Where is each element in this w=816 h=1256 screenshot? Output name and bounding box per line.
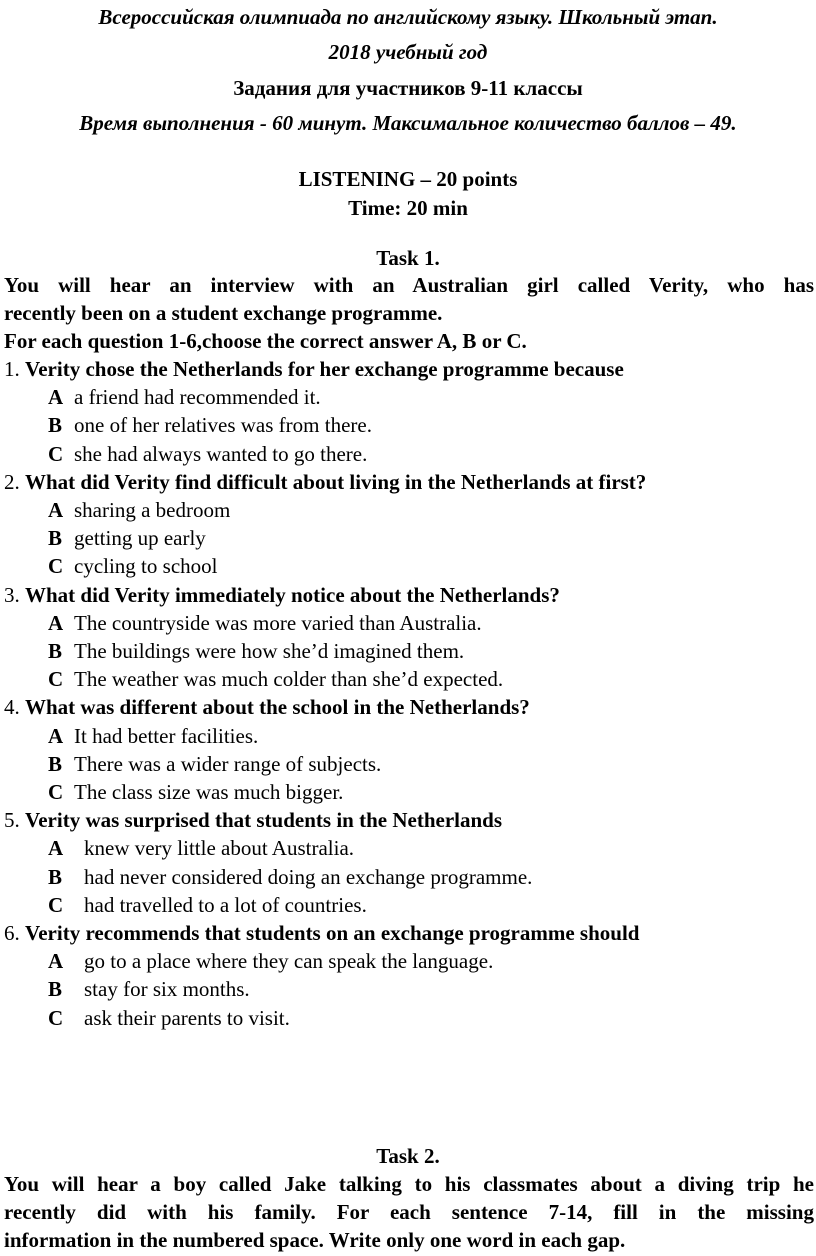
question-6 <box>4 920 639 946</box>
answer-option <box>48 384 321 410</box>
option-letter: A <box>48 949 64 974</box>
option-letter: A <box>48 385 64 410</box>
olympiad-title: Всероссийская олимпиада по английскому языку. Школьный этап. <box>98 5 718 29</box>
question-text: Verity recommends that students on an exchange programme should <box>25 921 640 945</box>
task1-title: Task 1. <box>376 246 440 270</box>
option-text: The countryside was more varied than Australia. <box>74 610 482 635</box>
option-text: one of her relatives was from there. <box>74 413 372 438</box>
task2-intro-line1-text: You will hear a boy called Jake talking to his classmates about a diving trip he <box>4 1172 814 1196</box>
option-text: It had better facilities. <box>74 723 259 748</box>
answer-option <box>48 864 532 890</box>
answer-option <box>48 666 503 692</box>
question-number: 3. <box>4 582 20 607</box>
option-letter: B <box>48 751 63 776</box>
question-number: 1. <box>4 357 20 381</box>
option-text: The class size was much bigger. <box>74 780 344 804</box>
answer-option <box>48 835 354 861</box>
option-letter: C <box>48 554 64 579</box>
question-2 <box>4 469 646 495</box>
question-text: What was different about the school in the Netherlands? <box>25 695 530 720</box>
option-letter: B <box>48 526 63 551</box>
option-text: a friend had recommended it. <box>74 385 321 410</box>
task2-intro-line2-text: recently did with his family. For each sentence 7-14, fill in the missing <box>4 1200 814 1224</box>
option-letter: A <box>48 723 64 748</box>
task1-intro-line1 <box>4 272 814 298</box>
task2-intro-line3: information in the numbered space. Write only one word in each gap. <box>4 1228 626 1252</box>
option-text: ask their parents to visit. <box>84 1005 290 1030</box>
option-text: stay for six months. <box>84 977 250 1002</box>
answer-option <box>48 723 258 749</box>
task2-title: Task 2. <box>376 1144 440 1168</box>
option-text: cycling to school <box>74 554 218 579</box>
answer-option <box>48 412 372 438</box>
question-number: 4. <box>4 695 20 720</box>
question-text: Verity chose the Netherlands for her exchange programme because <box>25 357 624 381</box>
section-title: LISTENING – 20 points <box>298 167 518 191</box>
option-text: go to a place where they can speak the language. <box>84 949 494 974</box>
option-letter: A <box>48 836 64 861</box>
option-letter: A <box>48 610 64 635</box>
answer-option <box>48 441 367 467</box>
question-number: 2. <box>4 469 20 494</box>
answer-option <box>48 1005 290 1031</box>
question-1 <box>4 356 624 382</box>
option-letter: C <box>48 667 64 692</box>
option-letter: C <box>48 780 64 804</box>
section-time: Time: 20 min <box>348 196 468 220</box>
option-text: getting up early <box>74 526 206 551</box>
answer-option <box>48 976 250 1002</box>
question-text: What did Verity immediately notice about the Netherlands? <box>25 582 560 607</box>
answer-option <box>48 497 230 523</box>
question-4 <box>4 694 530 720</box>
participants-grades: Задания для участников 9-11 классы <box>233 76 583 100</box>
task2-intro-line1 <box>4 1171 814 1197</box>
option-text: There was a wider range of subjects. <box>74 751 382 776</box>
option-text: The weather was much colder than she’d expected. <box>74 667 504 692</box>
option-letter: B <box>48 864 63 889</box>
task1-intro-line1-text: You will hear an interview with an Australian girl called Verity, who has <box>4 273 814 297</box>
option-letter: B <box>48 977 63 1002</box>
option-text: The buildings were how she’d imagined them. <box>74 639 465 663</box>
answer-option <box>48 948 493 974</box>
school-year: 2018 учебный год <box>328 40 488 64</box>
task1-instruction: For each question 1-6,choose the correct answer A, B or C. <box>4 329 527 353</box>
option-text: had never considered doing an exchange programme. <box>84 864 533 889</box>
option-text: she had always wanted to go there. <box>74 441 368 466</box>
question-text: What did Verity find difficult about living in the Netherlands at first? <box>25 469 647 494</box>
option-letter: A <box>48 498 64 522</box>
question-number: 5. <box>4 808 20 833</box>
answer-option <box>48 751 381 777</box>
option-letter: C <box>48 441 64 466</box>
option-letter: C <box>48 892 64 917</box>
question-number: 6. <box>4 921 20 945</box>
answer-option <box>48 638 464 664</box>
question-5 <box>4 807 502 833</box>
question-text: Verity was surprised that students in the Netherlands <box>25 808 503 833</box>
option-letter: B <box>48 413 63 438</box>
option-letter: B <box>48 639 63 663</box>
option-text: sharing a bedroom <box>74 498 231 522</box>
answer-option <box>48 553 217 579</box>
option-letter: C <box>48 1005 64 1030</box>
duration-and-max-score: Время выполнения - 60 минут. Максимальное количество баллов – 49. <box>79 111 737 135</box>
option-text: had travelled to a lot of countries. <box>84 892 367 917</box>
task2-intro-line2 <box>4 1199 814 1225</box>
question-3 <box>4 582 560 608</box>
answer-option <box>48 610 482 636</box>
answer-option <box>48 779 343 805</box>
answer-option <box>48 525 206 551</box>
option-text: knew very little about Australia. <box>84 836 355 861</box>
task1-intro-line2: recently been on a student exchange programme. <box>4 301 443 325</box>
answer-option <box>48 892 367 918</box>
